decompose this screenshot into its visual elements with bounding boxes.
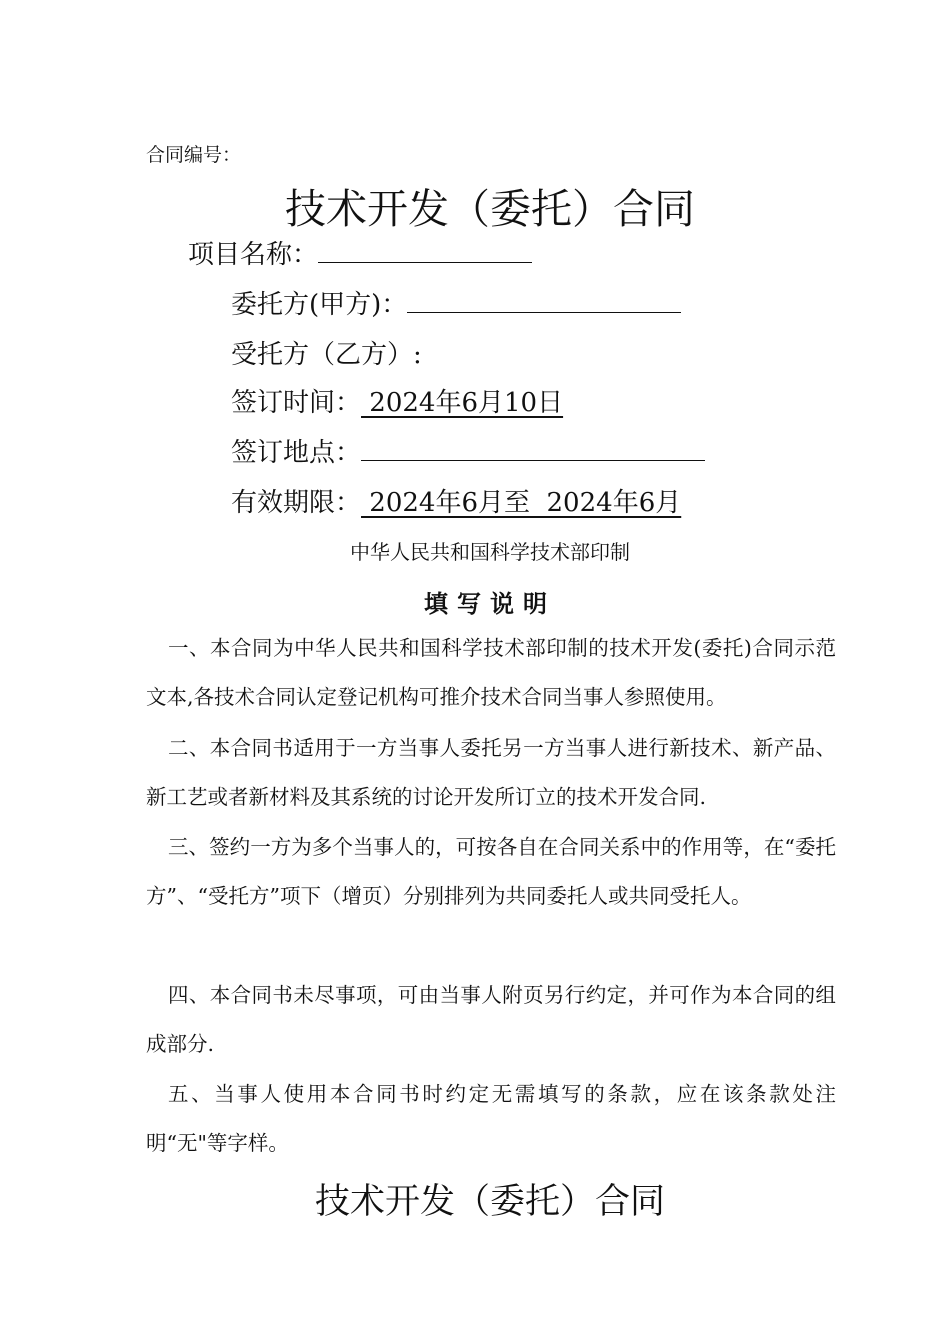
- contract-title: 技术开发（委托）合同: [285, 185, 695, 233]
- signing-place-blank[interactable]: [361, 434, 705, 461]
- contractor-row: [231, 334, 422, 371]
- client-label: 委托方(甲方)：: [231, 290, 408, 320]
- signing-date-label: 签订时间：: [231, 388, 362, 418]
- contractor-label: 受托方（乙方）:: [231, 340, 422, 370]
- instruction-item: 一、本合同为中华人民共和国科学技术部印制的技术开发(委托)合同示范文本,各技术合同认定登记机构可推介技术合同当事人参照使用。: [146, 636, 836, 709]
- project-name-label: 项目名称：: [188, 240, 319, 270]
- second-contract-title: 技术开发（委托）合同: [314, 1182, 665, 1222]
- validity-period-label: 有效期限：: [231, 488, 362, 518]
- instruction-item: 五、当事人使用本合同书时约定无需填写的条款，应在该条款处注明“无"等字样。: [146, 1082, 836, 1155]
- instruction-item: 二、本合同书适用于一方当事人委托另一方当事人进行新技术、新产品、新工艺或者新材料及其系统的讨论开发所订立的技术开发合同.: [146, 736, 836, 809]
- signing-place-label: 签订地点：: [231, 438, 362, 468]
- client-row: [231, 284, 681, 321]
- project-name-row: [188, 234, 532, 271]
- contract-number-label: 合同编号：: [146, 144, 242, 166]
- signing-date-row: [231, 382, 563, 419]
- signing-date-value: 2024年6月10日: [361, 388, 564, 418]
- validity-period-row: [231, 482, 681, 519]
- instruction-item: 三、签约一方为多个当事人的，可按各自在合同关系中的作用等，在“委托方”、“受托方”项下（增页）分别排列为共同委托人或共同受托人。: [146, 835, 836, 908]
- project-name-blank[interactable]: [318, 236, 532, 263]
- instruction-item: 四、本合同书未尽事项，可由当事人附页另行约定，并可作为本合同的组成部分.: [146, 983, 836, 1056]
- client-blank[interactable]: [407, 286, 681, 313]
- instructions-heading: 填写说明: [424, 590, 556, 618]
- validity-period-value: 2024年6月至 2024年6月: [361, 488, 682, 518]
- printer-line: 中华人民共和国科学技术部印制: [350, 540, 630, 564]
- signing-place-row: [231, 432, 705, 469]
